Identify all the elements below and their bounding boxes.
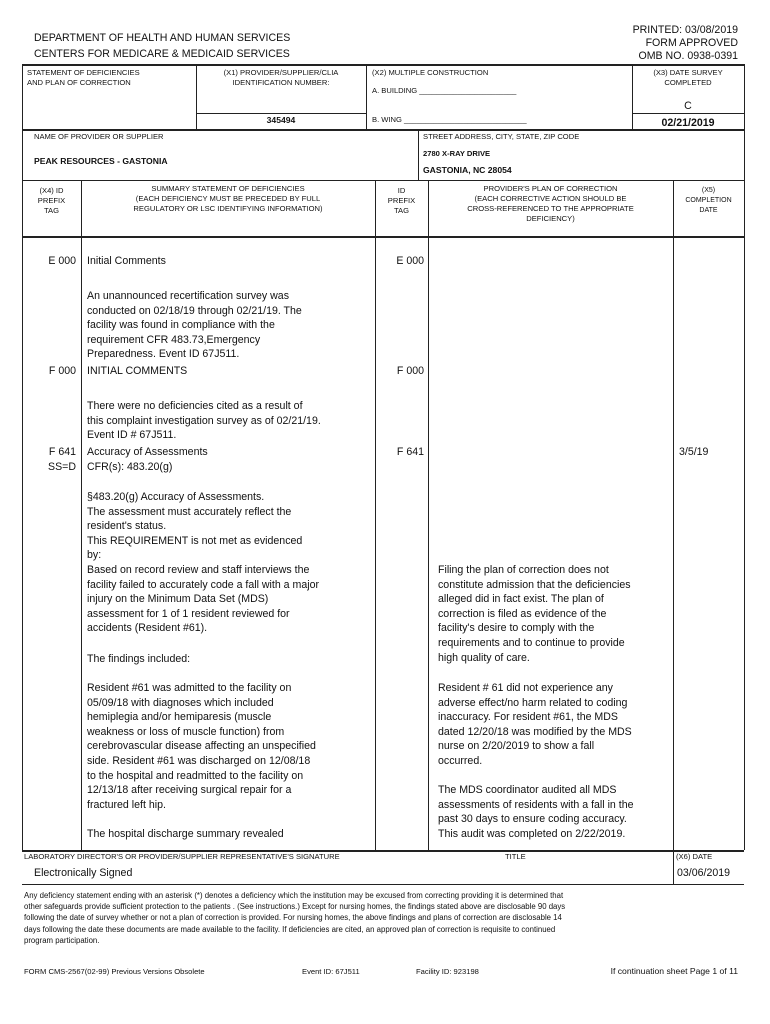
page-indicator: If continuation sheet Page 1 of 11 [610, 966, 738, 976]
omb-number: OMB NO. 0938-0391 [638, 50, 738, 62]
tag-f641-left: F 641 [48, 446, 76, 458]
text-block-2: There were no deficiencies cited as a result of this complaint investigation survey as of 02/21/19. Event ID # 67J511. [87, 400, 321, 442]
disclaimer: Any deficiency statement ending with an asterisk (*) denotes a deficiency which the institution may be excused from correcting providing it is determined that other safeguards provide sufficient protection to the patients . (See instructions.) Except for nursing homes, the findings stated above are disclosable 90 days following the date of survey whether or not a plan of correction is provided. For nursing homes, the above findings and plans of correction are disclosable 14 days following the date these documents are made available to the facility. If deficiencies are cited, an approved plan of correction is requisite to continued program participation. [24, 891, 566, 945]
date-divider [673, 850, 674, 885]
date-label: (X6) DATE [676, 852, 713, 861]
tag-e000-right: E 000 [396, 255, 424, 267]
address-label: STREET ADDRESS, CITY, STATE, ZIP CODE [423, 132, 580, 141]
survey-date: 02/21/2019 [661, 117, 715, 129]
signature-label: LABORATORY DIRECTOR'S OR PROVIDER/SUPPLIER REPRESENTATIVE'S SIGNATURE [24, 852, 340, 861]
provider-name-label: NAME OF PROVIDER OR SUPPLIER [34, 132, 164, 141]
address-left [418, 129, 419, 180]
printed-date: PRINTED: 03/08/2019 [632, 24, 738, 36]
tag-f000-title: INITIAL COMMENTS [87, 365, 188, 377]
scope-severity: SS=D [48, 461, 76, 473]
text-block-1: An unannounced recertification survey was conducted on 02/18/19 through 02/21/19. The facility was found in compliance with the requirement CFR 483.73,Emergency Preparedness. Event ID 67J511. [87, 290, 302, 361]
x2-left [366, 64, 367, 129]
summary-header: SUMMARY STATEMENT OF DEFICIENCIES (EACH DEFICIENCY MUST BE PRECEDED BY FULL REGULATORY OR LSC IDENTIFYING INFORMATION) [133, 184, 323, 213]
address-line2: GASTONIA, NC 28054 [423, 165, 512, 175]
statement-label: STATEMENT OF DEFICIENCIES AND PLAN OF CORRECTION [27, 68, 140, 87]
signature-date: 03/06/2019 [677, 867, 731, 879]
x5-header: (X5) COMPLETION DATE [685, 187, 732, 214]
signature-value: Electronically Signed [34, 867, 133, 879]
top-border [22, 64, 744, 66]
tag-e000-title: Initial Comments [87, 255, 166, 267]
x2-label: (X2) MULTIPLE CONSTRUCTION [372, 68, 489, 77]
text-block-4: Resident #61 was admitted to the facility on 05/09/18 with diagnoses which included hemiplegia and/or hemiparesis (muscle weakness or loss of muscle function) from cerebrovascular disease affecting an unspecified side. Resident #61 was discharged on 12/08/18 to the hospital and readmitted to the facility on 12/13/18 after receiving surgical repair for a fractured left hip. [87, 682, 316, 811]
col-plan-right [673, 180, 674, 850]
survey-letter: C [684, 100, 692, 112]
plan-block-1: Filing the plan of correction does not constitute admission that the deficiencies alleged did in fact exist. The plan of correction is filed as evidence of the facility's desire to comply with the requirements and to continue to provide high quality of care. [438, 564, 631, 664]
agency-name: CENTERS FOR MEDICARE & MEDICAID SERVICES [34, 48, 290, 60]
building-label: A. BUILDING _______________________ [372, 86, 517, 95]
plan-header: PROVIDER'S PLAN OF CORRECTION (EACH CORRECTIVE ACTION SHOULD BE CROSS-REFERENCED TO THE APPROPRIATE DEFICIENCY) [467, 184, 634, 223]
form-number: FORM CMS-2567(02-99) Previous Versions Obsolete [24, 967, 205, 976]
tag-f641-cfr: CFR(s): 483.20(g) [87, 461, 173, 473]
plan-block-3: The MDS coordinator audited all MDS assessments of residents with a fall in the past 30 days to ensure coding accuracy. This audit was completed on 2/22/2019. [438, 784, 634, 840]
x1-divider [196, 113, 366, 114]
col-summary-right [375, 180, 376, 850]
text-block-5: The hospital discharge summary revealed [87, 828, 284, 840]
tag-e000-left: E 000 [48, 255, 76, 267]
wing-label: B. WING _____________________________ [372, 115, 527, 124]
x4-header: (X4) ID PREFIX TAG [37, 186, 66, 215]
tag-f641-right: F 641 [396, 446, 424, 458]
completion-date: 3/5/19 [679, 446, 709, 458]
provider-name: PEAK RESOURCES - GASTONIA [34, 156, 168, 166]
event-id: Event ID: 67J511 [302, 967, 360, 976]
column-header-bottom [22, 236, 744, 238]
provider-row-bottom [22, 180, 744, 181]
x3-label: (X3) DATE SURVEY COMPLETED [653, 68, 723, 87]
title-label: TITLE [505, 852, 526, 861]
col-id-right [428, 180, 429, 850]
id-header: ID PREFIX TAG [387, 186, 416, 215]
form-approved: FORM APPROVED [645, 37, 738, 49]
col-x4-right [81, 180, 82, 850]
tag-f000-right: F 000 [396, 365, 424, 377]
right-border [744, 64, 745, 850]
plan-block-2: Resident # 61 did not experience any adverse effect/no harm related to coding inaccuracy. For resident #61, the MDS dated 12/20/18 was modified by the MDS nurse on 2/20/2019 to show a fall occurred. [438, 682, 632, 767]
findings-label: The findings included: [87, 653, 191, 665]
tag-f000-left: F 000 [48, 365, 76, 377]
signature-bottom [22, 884, 744, 885]
x1-label: (X1) PROVIDER/SUPPLIER/CLIA IDENTIFICATION NUMBER: [223, 68, 339, 87]
tag-f641-title: Accuracy of Assessments [87, 446, 208, 458]
facility-id: Facility ID: 923198 [416, 967, 479, 976]
provider-id: 345494 [266, 115, 296, 125]
text-block-3: §483.20(g) Accuracy of Assessments. The assessment must accurately reflect the resident's status. This REQUIREMENT is not met as evidenced by: Based on record review and staff interviews the facility failed to accurately code a fall with a major injury on the Minimum Data Set (MDS) assessment for 1 of 1 resident reviewed for accidents (Resident #61). [87, 491, 319, 635]
address-line1: 2780 X-RAY DRIVE [423, 149, 491, 158]
department-name: DEPARTMENT OF HEALTH AND HUMAN SERVICES [34, 32, 291, 44]
